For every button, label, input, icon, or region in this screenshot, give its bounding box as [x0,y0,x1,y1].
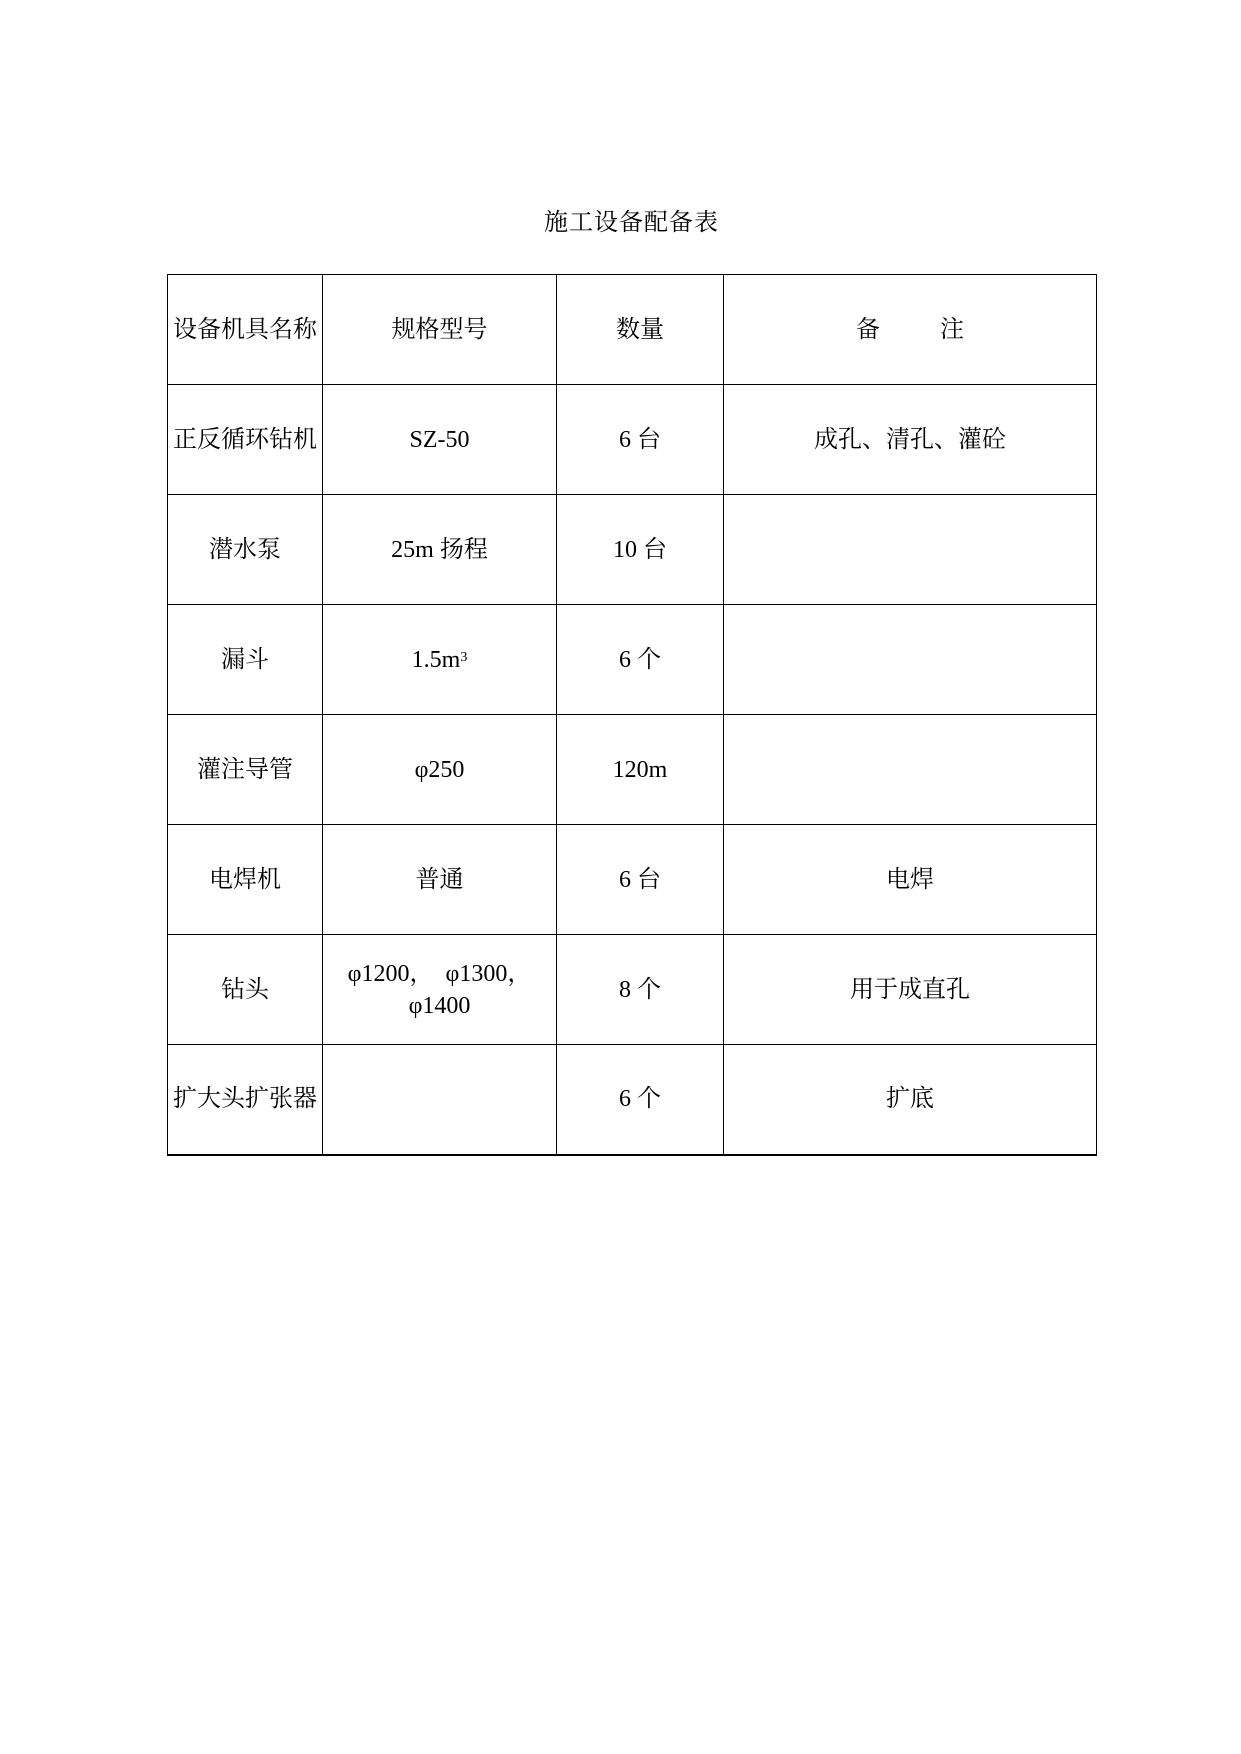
equipment-table [167,274,1097,1156]
specification-cell [323,605,557,715]
equipment-name-cell: 潜水泵 [168,495,323,605]
quantity-cell: 8 个 [557,935,724,1045]
quantity-cell: 120m [557,715,724,825]
specification-cell [323,935,557,1045]
equipment-name-cell: 正反循环钻机 [168,385,323,495]
equipment-name-cell: 钻头 [168,935,323,1045]
remarks-cell: 成孔、清孔、灌砼 [724,385,1097,495]
header-remarks-part-2: 注 [940,316,964,343]
specification-cell [323,1045,557,1155]
table-row [168,825,1097,935]
specification-cell: 普通 [323,825,557,935]
specification-superscript: 3 [460,649,468,665]
table-header-row [168,275,1097,385]
remarks-cell [724,605,1097,715]
equipment-name-cell: 灌注导管 [168,715,323,825]
header-quantity: 数量 [557,275,724,385]
table-row [168,715,1097,825]
specification-value: 1.5m [411,646,461,673]
remarks-cell [724,715,1097,825]
quantity-cell: 6 台 [557,825,724,935]
header-remarks [724,275,1097,385]
remarks-cell: 用于成直孔 [724,935,1097,1045]
specification-cell: 25m 扬程 [323,495,557,605]
table-row [168,1045,1097,1155]
equipment-name-cell: 漏斗 [168,605,323,715]
remarks-cell [724,495,1097,605]
table-row [168,935,1097,1045]
page-title: 施工设备配备表 [544,210,719,236]
specification-line-2: φ1400 [408,992,471,1019]
table-row [168,605,1097,715]
header-equipment-name: 设备机具名称 [168,275,323,385]
header-specification: 规格型号 [323,275,557,385]
remarks-cell: 扩底 [724,1045,1097,1155]
table-row [168,385,1097,495]
quantity-cell: 6 个 [557,605,724,715]
equipment-name-cell: 电焊机 [168,825,323,935]
table-row [168,495,1097,605]
header-remarks-part-1: 备 [856,316,880,343]
quantity-cell: 6 台 [557,385,724,495]
quantity-cell: 6 个 [557,1045,724,1155]
specification-line-1: φ1200， φ1300， [347,960,532,987]
specification-cell: φ250 [323,715,557,825]
equipment-name-cell: 扩大头扩张器 [168,1045,323,1155]
quantity-cell: 10 台 [557,495,724,605]
specification-cell: SZ-50 [323,385,557,495]
remarks-cell: 电焊 [724,825,1097,935]
